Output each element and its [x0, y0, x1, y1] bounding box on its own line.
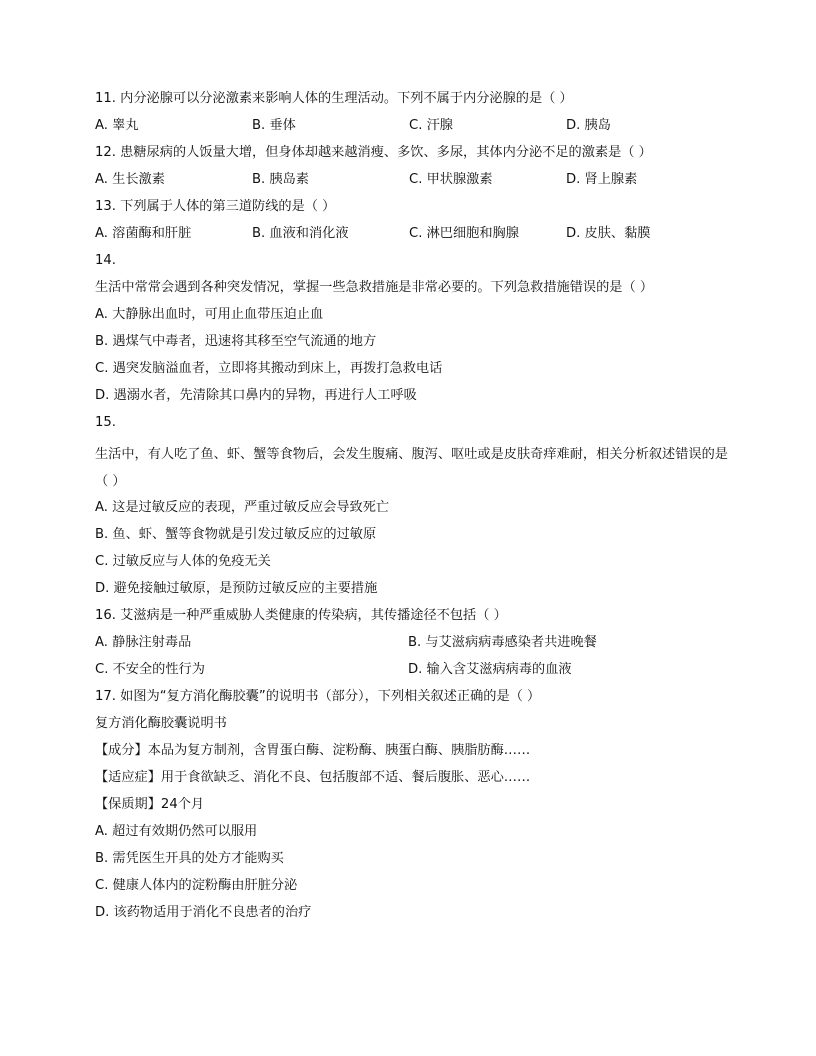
q11-option-d[interactable]: D. 胰岛	[566, 118, 611, 133]
q11-option-a[interactable]: A. 睾丸	[95, 118, 139, 133]
question-13-options	[95, 225, 735, 252]
question-16-stem: 16. 艾滋病是一种严重威胁人类健康的传染病，其传播途径不包括（ ）	[95, 608, 507, 623]
q15-option-d[interactable]: D. 避免接触过敏原，是预防过敏反应的主要措施	[95, 581, 378, 596]
question-16-options-row2	[95, 661, 735, 688]
q16-option-b[interactable]: B. 与艾滋病病毒感染者共进晚餐	[408, 635, 597, 650]
exam-page	[95, 90, 735, 931]
question-16-options-row1	[95, 634, 735, 661]
question-14-stem: 生活中常常会遇到各种突发情况，掌握一些急救措施是非常必要的。下列急救措施错误的是（ ）	[95, 280, 654, 295]
question-11-stem: 11. 内分泌腺可以分泌激素来影响人体的生理活动。下列不属于内分泌腺的是（ ）	[95, 91, 573, 106]
leaflet-shelf-life: 【保质期】24个月	[95, 797, 205, 812]
q14-option-c[interactable]: C. 遇突发脑溢血者，立即将其搬动到床上，再拨打急救电话	[95, 361, 443, 376]
q11-option-b[interactable]: B. 垂体	[252, 118, 296, 133]
q14-option-d[interactable]: D. 遇溺水者，先清除其口鼻内的异物，再进行人工呼吸	[95, 388, 417, 403]
question-17-stem: 17. 如图为“复方消化酶胶囊”的说明书（部分），下列相关叙述正确的是（ ）	[95, 689, 541, 704]
q13-option-c[interactable]: C. 淋巴细胞和胸腺	[409, 226, 519, 241]
question-15-number: 15.	[95, 415, 116, 430]
q11-option-c[interactable]: C. 汗腺	[409, 118, 453, 133]
question-15-stem: 生活中，有人吃了鱼、虾、蟹等食物后，会发生腹痛、腹泻、呕吐或是皮肤奇痒难耐，相关分析叙述错误的是（ ）	[95, 447, 728, 489]
q15-option-b[interactable]: B. 鱼、虾、蟹等食物就是引发过敏反应的过敏原	[95, 527, 377, 542]
question-13-stem: 13. 下列属于人体的第三道防线的是（ ）	[95, 199, 336, 214]
q14-option-a[interactable]: A. 大静脉出血时，可用止血带压迫止血	[95, 307, 324, 322]
leaflet-indications: 【适应症】用于食欲缺乏、消化不良、包括腹部不适、餐后腹胀、恶心……	[95, 770, 531, 785]
q16-option-a[interactable]: A. 静脉注射毒品	[95, 635, 192, 650]
q14-option-b[interactable]: B. 遇煤气中毒者，迅速将其移至空气流通的地方	[95, 334, 377, 349]
q12-option-d[interactable]: D. 肾上腺素	[566, 172, 638, 187]
leaflet-ingredients: 【成分】本品为复方制剂，含胃蛋白酶、淀粉酶、胰蛋白酶、胰脂肪酶……	[95, 743, 531, 758]
q13-option-a[interactable]: A. 溶菌酶和肝脏	[95, 226, 192, 241]
q17-option-c[interactable]: C. 健康人体内的淀粉酶由肝脏分泌	[95, 878, 298, 893]
q12-option-a[interactable]: A. 生长激素	[95, 172, 165, 187]
leaflet-title: 复方消化酶胶囊说明书	[95, 716, 227, 731]
q12-option-b[interactable]: B. 胰岛素	[252, 172, 309, 187]
q16-option-c[interactable]: C. 不安全的性行为	[95, 662, 205, 677]
q12-option-c[interactable]: C. 甲状腺激素	[409, 172, 493, 187]
q13-option-b[interactable]: B. 血液和消化液	[252, 226, 349, 241]
question-11-options	[95, 117, 735, 144]
q17-option-d[interactable]: D. 该药物适用于消化不良患者的治疗	[95, 905, 312, 920]
q16-option-d[interactable]: D. 输入含艾滋病病毒的血液	[408, 662, 572, 677]
q13-option-d[interactable]: D. 皮肤、黏膜	[566, 226, 651, 241]
q15-option-c[interactable]: C. 过敏反应与人体的免疫无关	[95, 554, 271, 569]
question-12-stem: 12. 患糖尿病的人饭量大增，但身体却越来越消瘦、多饮、多尿，其体内分泌不足的激素是（ ）	[95, 145, 652, 160]
q17-option-b[interactable]: B. 需凭医生开具的处方才能购买	[95, 851, 284, 866]
question-14-number: 14.	[95, 253, 116, 268]
question-12-options	[95, 171, 735, 198]
q17-option-a[interactable]: A. 超过有效期仍然可以服用	[95, 824, 258, 839]
q15-option-a[interactable]: A. 这是过敏反应的表现，严重过敏反应会导致死亡	[95, 500, 390, 515]
